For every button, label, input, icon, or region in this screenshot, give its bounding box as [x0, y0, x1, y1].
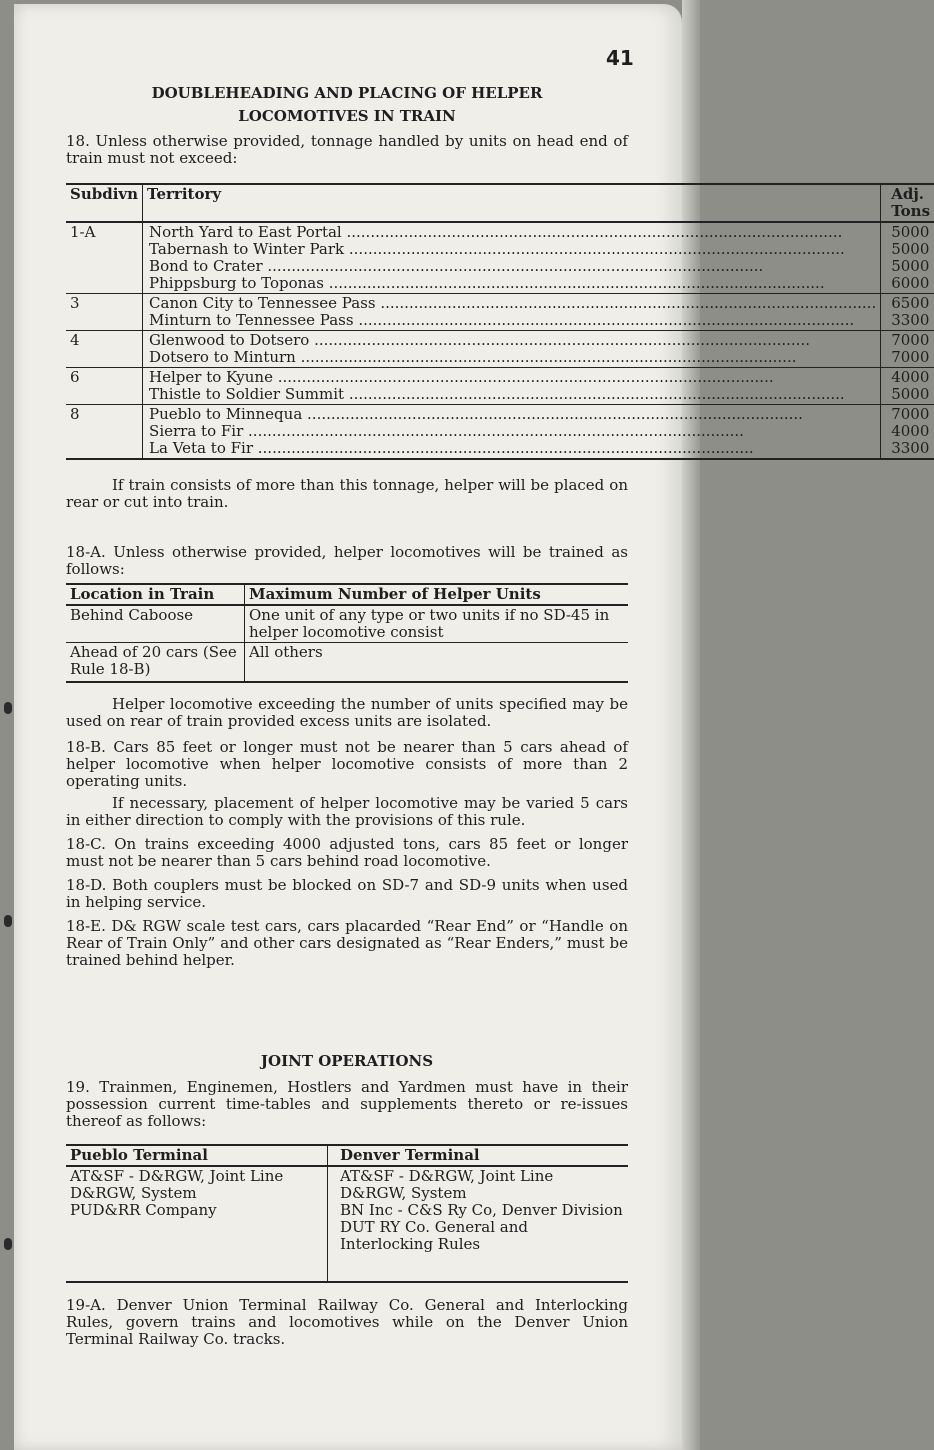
rule-19: 19. Trainmen, Enginemen, Hostlers and Yardmen must have in their possession current time-tables and supplements thereto or re-issues thereof as follows: — [66, 1078, 628, 1130]
subdivn-cell: 6 — [66, 368, 143, 405]
after-helper-table-text: Helper locomotive exceeding the number of units specified may be used on rear of train provided excess units are isolated. — [66, 695, 628, 730]
subdivn-cell: 1-A — [66, 222, 143, 294]
territory-name: Canon City to Tennessee Pass ..... — [149, 295, 876, 312]
territory-cell — [143, 368, 881, 405]
territory-name: Tabernash to Winter Park ..... — [149, 241, 876, 258]
rule-18e: 18-E. D& RGW scale test cars, cars placarded “Rear End” or “Handle on Rear of Train Only” and other cars designated as “Rear Enders,” must be trained behind helper. — [66, 917, 628, 969]
tons-value: 5000 — [891, 223, 930, 241]
rule-18a: 18-A. Unless otherwise provided, helper locomotives will be trained as follows: — [66, 543, 628, 578]
tons-value: 5000 — [891, 385, 930, 403]
subdivn-cell: 8 — [66, 405, 143, 460]
territory-cell — [143, 405, 881, 460]
col-header-pueblo: Pueblo Terminal — [66, 1145, 328, 1166]
page-number: 41 — [606, 46, 634, 70]
adj-tons-cell — [881, 331, 934, 368]
binding-hole — [4, 1238, 12, 1250]
list-item: D&RGW, System — [340, 1184, 467, 1202]
subdivn-cell: 3 — [66, 294, 143, 331]
col-header-adj-tons: Adj. Tons — [881, 184, 934, 222]
helper-placement-table — [66, 583, 628, 683]
list-item: D&RGW, System — [70, 1184, 197, 1202]
rule-18d: 18-D. Both couplers must be blocked on SD-7 and SD-9 units when used in helping service. — [66, 876, 628, 911]
territory-cell — [143, 222, 881, 294]
section-title-line1: DOUBLEHEADING AND PLACING OF HELPER — [151, 84, 543, 102]
binding-hole — [4, 702, 12, 714]
territory-name: Minturn to Tennessee Pass ..... — [149, 312, 876, 329]
table-row — [66, 643, 628, 683]
territory-name: Thistle to Soldier Summit ..... — [149, 386, 876, 403]
timetable-table — [66, 1144, 628, 1283]
adj-tons-cell — [881, 294, 934, 331]
list-item: PUD&RR Company — [70, 1201, 217, 1219]
after-tonnage-text: If train consists of more than this tonnage, helper will be placed on rear or cut into train. — [66, 476, 628, 511]
list-item: AT&SF - D&RGW, Joint Line — [340, 1167, 554, 1185]
binding-hole — [4, 915, 12, 927]
rule-18: 18. Unless otherwise provided, tonnage handled by units on head end of train must not exceed: — [66, 132, 628, 167]
adj-tons-cell — [881, 368, 934, 405]
tons-value: 3300 — [891, 439, 930, 457]
rule-19a: 19-A. Denver Union Terminal Railway Co. General and Interlocking Rules, govern trains and locomotives while on the Denver Union Terminal Railway Co. tracks. — [66, 1296, 628, 1348]
table-row — [66, 331, 934, 368]
tons-value: 7000 — [891, 405, 930, 423]
col-header-location: Location in Train — [66, 584, 245, 605]
list-item: DUT RY Co. General and Interlocking Rules — [340, 1218, 529, 1253]
location-cell: Behind Caboose — [66, 605, 245, 643]
max-units-cell: All others — [245, 643, 629, 683]
table-row — [66, 405, 934, 460]
territory-name: Phippsburg to Toponas ..... — [149, 275, 876, 292]
adj-tons-cell — [881, 222, 934, 294]
col-header-max-units: Maximum Number of Helper Units — [245, 584, 629, 605]
territory-name: Helper to Kyune ..... — [149, 369, 876, 386]
table-row — [66, 222, 934, 294]
joint-operations-title: JOINT OPERATIONS — [260, 1052, 434, 1070]
territory-name: Glenwood to Dotsero ..... — [149, 332, 876, 349]
adj-tons-cell — [881, 405, 934, 460]
tons-value: 7000 — [891, 331, 930, 349]
table-row — [66, 294, 934, 331]
rule-18b: 18-B. Cars 85 feet or longer must not be nearer than 5 cars ahead of helper locomotive when helper locomotive consists of more than 2 operating units. — [66, 738, 628, 790]
territory-name: Sierra to Fir ..... — [149, 423, 876, 440]
col-header-territory: Territory — [143, 184, 881, 222]
list-item: BN Inc - C&S Ry Co, Denver Division — [340, 1201, 623, 1219]
tons-value: 7000 — [891, 348, 930, 366]
list-item: AT&SF - D&RGW, Joint Line — [70, 1167, 284, 1185]
territory-name: North Yard to East Portal ..... — [149, 224, 876, 241]
territory-name: La Veta to Fir ..... — [149, 440, 876, 457]
tons-value: 6500 — [891, 294, 930, 312]
territory-name: Dotsero to Minturn ..... — [149, 349, 876, 366]
tons-value: 4000 — [891, 368, 930, 386]
territory-name: Pueblo to Minnequa ..... — [149, 406, 876, 423]
territory-cell — [143, 294, 881, 331]
table-row — [66, 605, 628, 643]
territory-cell — [143, 331, 881, 368]
pueblo-cell — [66, 1166, 328, 1282]
subdivn-cell: 4 — [66, 331, 143, 368]
rule-18b-continued: If necessary, placement of helper locomotive may be varied 5 cars in either direction to comply with the provisions of this rule. — [66, 794, 628, 829]
max-units-cell: One unit of any type or two units if no SD-45 in helper locomotive consist — [249, 606, 610, 641]
location-cell: Ahead of 20 cars (See Rule 18-B) — [66, 643, 245, 683]
tons-value: 4000 — [891, 422, 930, 440]
territory-name: Bond to Crater ..... — [149, 258, 876, 275]
col-header-subdivn: Subdivn — [66, 184, 143, 222]
tons-value: 6000 — [891, 274, 930, 292]
rule-18c: 18-C. On trains exceeding 4000 adjusted tons, cars 85 feet or longer must not be nearer than 5 cars behind road locomotive. — [66, 835, 628, 870]
tons-value: 5000 — [891, 240, 930, 258]
tons-value: 5000 — [891, 257, 930, 275]
denver-cell — [328, 1166, 629, 1282]
tons-value: 3300 — [891, 311, 930, 329]
tonnage-table — [66, 183, 934, 460]
section-title-line2: LOCOMOTIVES IN TRAIN — [238, 107, 456, 125]
table-row — [66, 368, 934, 405]
col-header-denver: Denver Terminal — [328, 1145, 629, 1166]
